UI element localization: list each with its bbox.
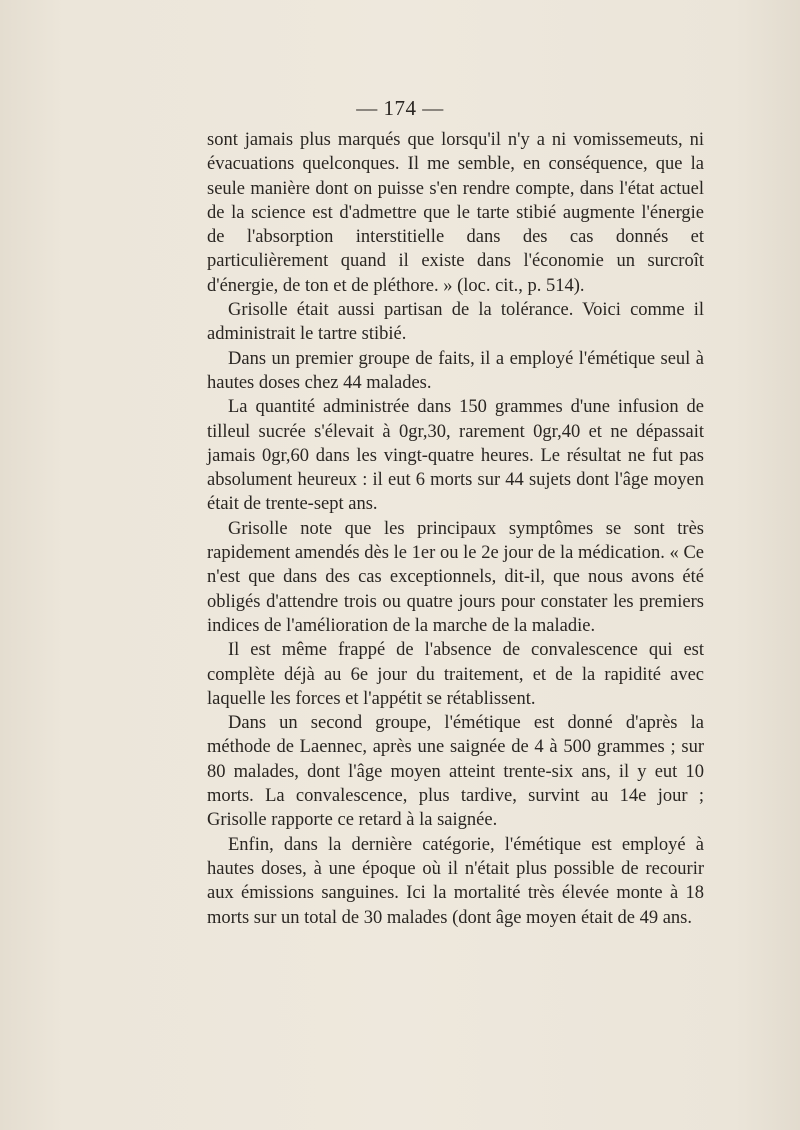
paragraph: Grisolle était aussi partisan de la tolérance. Voici comme il administrait le tartre stibié. [207, 300, 704, 345]
paragraph: Enfin, dans la dernière catégorie, l'émétique est employé à hautes doses, à une époque où il n'était plus possible de recourir aux émissions sanguines. Ici la mortalité très élevée monte à 18 morts sur un total de 30 malades (dont âge moyen était de 49 ans. [207, 834, 704, 928]
paragraph: Dans un premier groupe de faits, il a employé l'émétique seul à hautes doses chez 44 malades. [207, 348, 704, 393]
page-number: — 174 — [356, 96, 444, 120]
paragraph: Dans un second groupe, l'émétique est donné d'après la méthode de Laennec, après une saignée de 4 à 500 grammes ; sur 80 malades, dont l'âge moyen atteint trente-six ans, il y eut 10 morts. La convalescence, plus tardive, survint au 14e jour ; Grisolle rapporte ce retard à la saignée. [207, 713, 704, 831]
body-text [207, 128, 704, 930]
paragraph: Grisolle note que les principaux symptômes se sont très rapidement amendés dès le 1er ou le 2e jour de la médication. « Ce n'est que dans des cas exceptionnels, dit-il, que nous avons été obligés d'attendre trois ou quatre jours pour constater les premiers indices de l'amélioration de la marche de la maladie. [207, 518, 704, 636]
paragraph: Il est même frappé de l'absence de convalescence qui est complète déjà au 6e jour du traitement, et de la rapidité avec laquelle les forces et l'appétit se rétablissent. [207, 640, 704, 709]
paragraph: La quantité administrée dans 150 grammes d'une infusion de tilleul sucrée s'élevait à 0gr,30, rarement 0gr,40 et ne dépassait jamais 0gr,60 dans les vingt-quatre heures. Le résultat ne fut pas absolument heureux : il eut 6 morts sur 44 sujets dont l'âge moyen était de trente-sept ans. [207, 397, 704, 515]
paragraph: sont jamais plus marqués que lorsqu'il n'y a ni vomissemeuts, ni évacuations quelconques. Il me semble, en conséquence, que la seule manière dont on puisse s'en rendre compte, dans l'état actuel de la science est d'admettre que le tarte stibié augmente l'énergie de l'absorption interstitielle dans des cas donnés et particulièrement quand il existe dans l'économie un surcroît d'énergie, de ton et de pléthore. » (loc. cit., p. 514). [207, 130, 704, 296]
